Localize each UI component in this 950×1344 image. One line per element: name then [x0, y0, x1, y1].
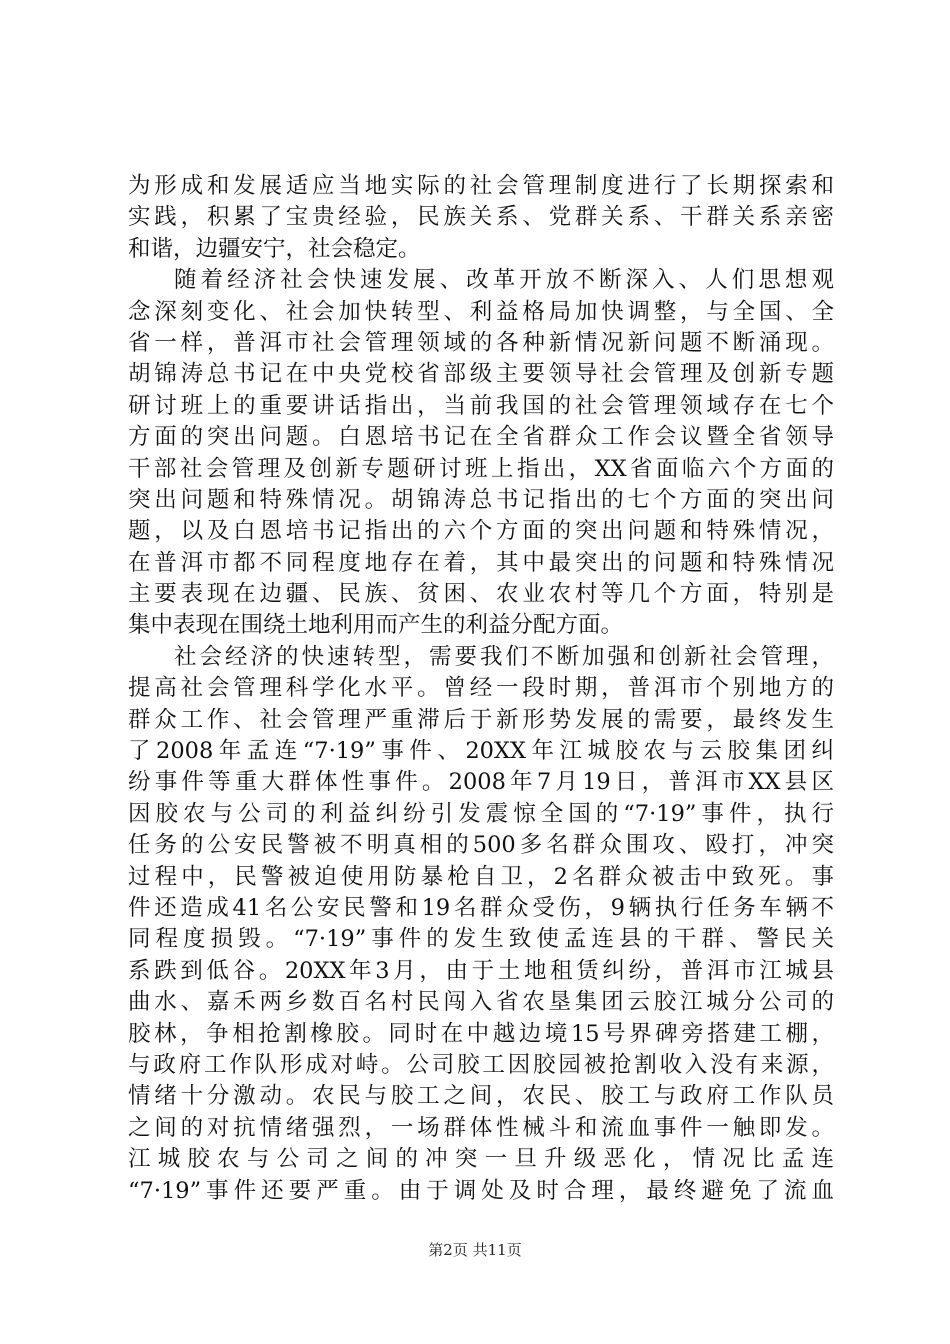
text-line: 胡锦涛总书记在中央党校省部级主要领导社会管理及创新专题 [128, 361, 834, 388]
text-line: “7·19”事件还要严重。由于调处及时合理，最终避免了流血 [128, 1177, 834, 1204]
text-line: 念深刻变化、社会加快转型、利益格局加快调整，与全国、全 [128, 298, 834, 325]
text-line: 在普洱市都不同程度地存在着，其中最突出的问题和特殊情况 [128, 549, 834, 576]
text-line: 纷事件等重大群体性事件。2008年7月19日，普洱市XX县区 [128, 769, 834, 796]
text-line: 突出问题和特殊情况。胡锦涛总书记指出的七个方面的突出问 [128, 486, 834, 513]
text-line: 研讨班上的重要讲话指出，当前我国的社会管理领域存在七个 [128, 392, 834, 419]
text-line: 过程中，民警被迫使用防暴枪自卫，2名群众被击中致死。事 [128, 863, 834, 890]
text-line: 为形成和发展适应当地实际的社会管理制度进行了长期探索和 [128, 173, 834, 199]
text-line: 实践，积累了宝贵经验，民族关系、党群关系、干群关系亲密 [128, 204, 834, 231]
text-line: 件还造成41名公安民警和19名群众受伤，9辆执行任务车辆不 [128, 894, 834, 921]
text-line: 群众工作、社会管理严重滞后于新形势发展的需要，最终发生 [128, 706, 834, 733]
text-line: 同程度损毁。“7·19”事件的发生致使孟连县的干群、警民关 [128, 926, 834, 953]
text-line: 江城胶农与公司之间的冲突一旦升级恶化，情况比孟连 [128, 1146, 834, 1173]
text-line: 系跌到低谷。20XX年3月，由于土地租赁纠纷，普洱市江城县 [128, 957, 834, 984]
page-footer: 第2页 共11页 [428, 1241, 522, 1259]
text-line: 提高社会管理科学化水平。曾经一段时期，普洱市个别地方的 [128, 675, 834, 702]
text-line: 之间的对抗情绪强烈，一场群体性械斗和流血事件一触即发。 [128, 1114, 834, 1141]
text-line: 和谐，边疆安宁，社会稳定。 [128, 235, 421, 262]
text-line: 与政府工作队形成对峙。公司胶工因胶园被抢割收入没有来源， [128, 1051, 834, 1078]
text-line: 题，以及白恩培书记指出的六个方面的突出问题和特殊情况， [128, 518, 834, 545]
text-line: 因胶农与公司的利益纠纷引发震惊全国的“7·19”事件，执行 [128, 800, 834, 827]
text-line: 社会经济的快速转型，需要我们不断加强和创新社会管理， [174, 643, 834, 670]
text-line: 曲水、嘉禾两乡数百名村民闯入省农垦集团云胶江城分公司的 [128, 989, 834, 1016]
text-line: 胶林，争相抢割橡胶。同时在中越边境15号界碑旁搭建工棚， [128, 1020, 834, 1047]
text-line: 集中表现在围绕土地利用而产生的利益分配方面。 [128, 612, 624, 639]
text-line: 方面的突出问题。白恩培书记在全省群众工作会议暨全省领导 [128, 424, 834, 451]
text-line: 了2008年孟连“7·19”事件、20XX年江城胶农与云胶集团纠 [128, 738, 834, 765]
text-line: 主要表现在边疆、民族、贫困、农业农村等几个方面，特别是 [128, 581, 834, 608]
text-line: 任务的公安民警被不明真相的500多名群众围攻、殴打，冲突 [128, 832, 834, 859]
text-line: 省一样，普洱市社会管理领域的各种新情况新问题不断涌现。 [128, 329, 834, 356]
body-text [128, 171, 834, 1207]
text-line: 情绪十分激动。农民与胶工之间，农民、胶工与政府工作队员 [128, 1083, 834, 1110]
text-line: 随着经济社会快速发展、改革开放不断深入、人们思想观 [174, 267, 834, 294]
text-line: 干部社会管理及创新专题研讨班上指出，XX省面临六个方面的 [128, 455, 834, 482]
